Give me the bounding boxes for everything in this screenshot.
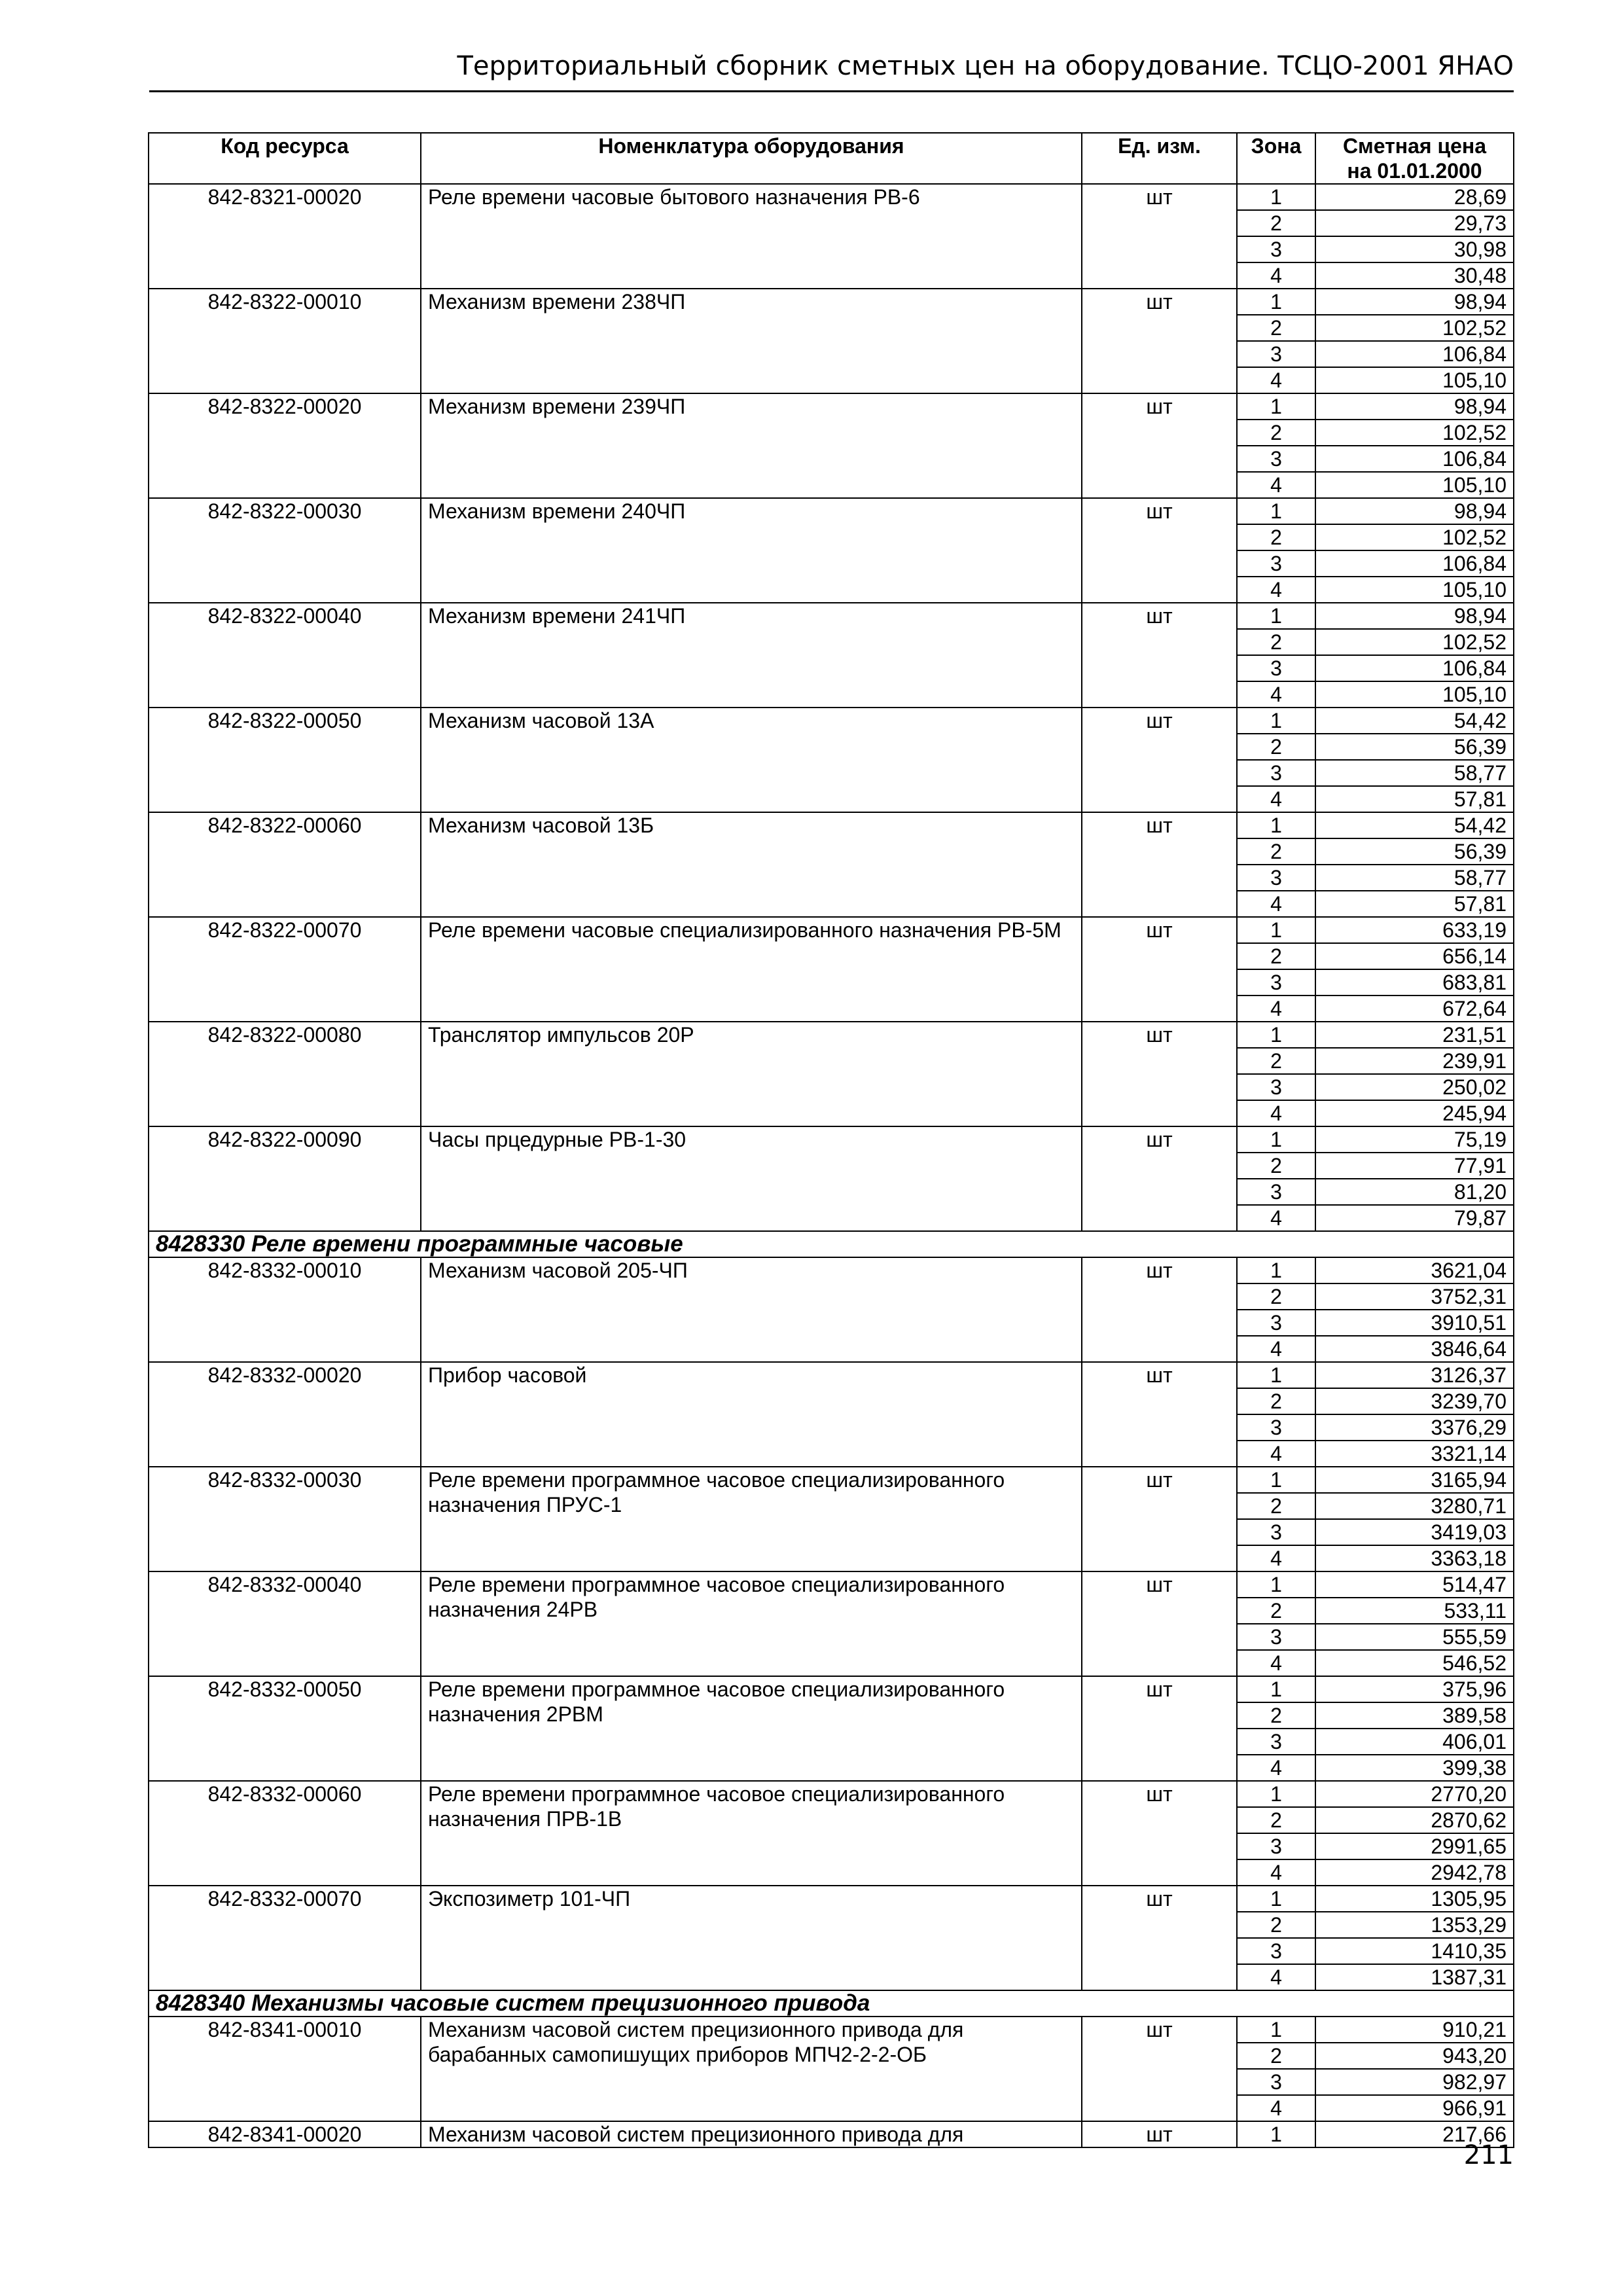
zone-cell: 4 bbox=[1237, 681, 1315, 708]
equipment-name: Реле времени программное часовое специализированного назначения 24РВ bbox=[421, 1571, 1082, 1676]
price-cell: 105,10 bbox=[1315, 472, 1514, 498]
zone-cell: 2 bbox=[1237, 1153, 1315, 1179]
zone-cell: 4 bbox=[1237, 262, 1315, 289]
price-cell: 2942,78 bbox=[1315, 1859, 1514, 1886]
zone-cell: 4 bbox=[1237, 1545, 1315, 1571]
price-cell: 2770,20 bbox=[1315, 1781, 1514, 1807]
zone-cell: 1 bbox=[1237, 1022, 1315, 1048]
zone-cell: 1 bbox=[1237, 1571, 1315, 1598]
price-cell: 3165,94 bbox=[1315, 1467, 1514, 1493]
zone-cell: 4 bbox=[1237, 1205, 1315, 1231]
zone-cell: 3 bbox=[1237, 1833, 1315, 1859]
price-cell: 3363,18 bbox=[1315, 1545, 1514, 1571]
unit-of-measure: шт bbox=[1082, 1571, 1237, 1676]
equipment-name: Механизм времени 240ЧП bbox=[421, 498, 1082, 603]
zone-cell: 2 bbox=[1237, 1493, 1315, 1519]
price-cell: 514,47 bbox=[1315, 1571, 1514, 1598]
zone-cell: 4 bbox=[1237, 996, 1315, 1022]
price-cell: 98,94 bbox=[1315, 603, 1514, 629]
zone-cell: 4 bbox=[1237, 891, 1315, 917]
price-cell: 3239,70 bbox=[1315, 1388, 1514, 1414]
price-cell: 106,84 bbox=[1315, 341, 1514, 367]
section-row bbox=[149, 1231, 1514, 1257]
zone-cell: 1 bbox=[1237, 1362, 1315, 1388]
equipment-name: Реле времени часовые специализированного назначения РВ-5М bbox=[421, 917, 1082, 1022]
resource-code: 842-8322-00090 bbox=[149, 1126, 421, 1231]
price-cell: 3910,51 bbox=[1315, 1310, 1514, 1336]
zone-cell: 2 bbox=[1237, 734, 1315, 760]
zone-cell: 3 bbox=[1237, 760, 1315, 786]
unit-of-measure: шт bbox=[1082, 393, 1237, 498]
price-cell: 943,20 bbox=[1315, 2043, 1514, 2069]
price-cell: 3321,14 bbox=[1315, 1441, 1514, 1467]
price-table bbox=[148, 132, 1514, 2148]
zone-cell: 1 bbox=[1237, 289, 1315, 315]
price-cell: 102,52 bbox=[1315, 524, 1514, 550]
price-cell: 98,94 bbox=[1315, 393, 1514, 420]
zone-cell: 1 bbox=[1237, 2121, 1315, 2147]
zone-cell: 4 bbox=[1237, 1964, 1315, 1990]
price-cell: 30,98 bbox=[1315, 236, 1514, 262]
price-cell: 3621,04 bbox=[1315, 1257, 1514, 1283]
price-cell: 217,66 bbox=[1315, 2121, 1514, 2147]
zone-cell: 4 bbox=[1237, 1441, 1315, 1467]
price-cell: 683,81 bbox=[1315, 969, 1514, 996]
price-cell: 1410,35 bbox=[1315, 1938, 1514, 1964]
price-cell: 57,81 bbox=[1315, 786, 1514, 812]
zone-cell: 2 bbox=[1237, 1912, 1315, 1938]
unit-of-measure: шт bbox=[1082, 708, 1237, 812]
equipment-name: Часы прцедурные РВ-1-30 bbox=[421, 1126, 1082, 1231]
price-cell: 239,91 bbox=[1315, 1048, 1514, 1074]
zone-cell: 3 bbox=[1237, 1938, 1315, 1964]
resource-code: 842-8322-00070 bbox=[149, 917, 421, 1022]
unit-of-measure: шт bbox=[1082, 1467, 1237, 1571]
header-divider bbox=[149, 90, 1514, 92]
table-row bbox=[149, 708, 1514, 734]
resource-code: 842-8321-00020 bbox=[149, 184, 421, 289]
price-cell: 406,01 bbox=[1315, 1729, 1514, 1755]
zone-cell: 3 bbox=[1237, 969, 1315, 996]
equipment-name: Реле времени часовые бытового назначения РВ-6 bbox=[421, 184, 1082, 289]
zone-cell: 1 bbox=[1237, 1676, 1315, 1702]
price-cell: 58,77 bbox=[1315, 760, 1514, 786]
price-cell: 231,51 bbox=[1315, 1022, 1514, 1048]
equipment-name: Реле времени программное часовое специализированного назначения 2РВМ bbox=[421, 1676, 1082, 1781]
unit-of-measure: шт bbox=[1082, 1022, 1237, 1126]
price-cell: 102,52 bbox=[1315, 420, 1514, 446]
price-cell: 245,94 bbox=[1315, 1100, 1514, 1126]
price-cell: 3280,71 bbox=[1315, 1493, 1514, 1519]
price-cell: 98,94 bbox=[1315, 498, 1514, 524]
table-row bbox=[149, 1781, 1514, 1807]
zone-cell: 4 bbox=[1237, 472, 1315, 498]
zone-cell: 1 bbox=[1237, 917, 1315, 943]
equipment-name: Механизм часовой систем прецизионного привода для барабанных самопишущих приборов МПЧ2-2-2-ОБ bbox=[421, 2017, 1082, 2121]
unit-of-measure: шт bbox=[1082, 184, 1237, 289]
page-header-title: Территориальный сборник сметных цен на оборудование. ТСЦО-2001 ЯНАО bbox=[457, 51, 1514, 81]
price-cell: 1305,95 bbox=[1315, 1886, 1514, 1912]
equipment-name: Механизм часовой систем прецизионного привода для bbox=[421, 2121, 1082, 2147]
resource-code: 842-8341-00020 bbox=[149, 2121, 421, 2147]
zone-cell: 2 bbox=[1237, 1702, 1315, 1729]
price-cell: 533,11 bbox=[1315, 1598, 1514, 1624]
price-cell: 30,48 bbox=[1315, 262, 1514, 289]
table-row bbox=[149, 2017, 1514, 2043]
zone-cell: 3 bbox=[1237, 1414, 1315, 1441]
resource-code: 842-8322-00040 bbox=[149, 603, 421, 708]
price-cell: 106,84 bbox=[1315, 550, 1514, 577]
table-row bbox=[149, 1571, 1514, 1598]
page-number: 211 bbox=[1463, 2140, 1514, 2170]
zone-cell: 2 bbox=[1237, 420, 1315, 446]
price-cell: 102,52 bbox=[1315, 629, 1514, 655]
price-cell: 105,10 bbox=[1315, 367, 1514, 393]
table-row bbox=[149, 1257, 1514, 1283]
price-cell: 106,84 bbox=[1315, 655, 1514, 681]
equipment-name: Транслятор импульсов 20Р bbox=[421, 1022, 1082, 1126]
price-cell: 29,73 bbox=[1315, 210, 1514, 236]
price-cell: 633,19 bbox=[1315, 917, 1514, 943]
resource-code: 842-8332-00010 bbox=[149, 1257, 421, 1362]
unit-of-measure: шт bbox=[1082, 2121, 1237, 2147]
price-cell: 3419,03 bbox=[1315, 1519, 1514, 1545]
resource-code: 842-8332-00050 bbox=[149, 1676, 421, 1781]
zone-cell: 3 bbox=[1237, 1624, 1315, 1650]
zone-cell: 3 bbox=[1237, 446, 1315, 472]
zone-cell: 3 bbox=[1237, 1729, 1315, 1755]
resource-code: 842-8322-00020 bbox=[149, 393, 421, 498]
unit-of-measure: шт bbox=[1082, 917, 1237, 1022]
price-cell: 79,87 bbox=[1315, 1205, 1514, 1231]
price-cell: 399,38 bbox=[1315, 1755, 1514, 1781]
resource-code: 842-8332-00030 bbox=[149, 1467, 421, 1571]
zone-cell: 1 bbox=[1237, 1257, 1315, 1283]
unit-of-measure: шт bbox=[1082, 812, 1237, 917]
equipment-name: Экспозиметр 101-ЧП bbox=[421, 1886, 1082, 1990]
section-title: 8428330 Реле времени программные часовые bbox=[149, 1231, 1514, 1257]
price-cell: 389,58 bbox=[1315, 1702, 1514, 1729]
price-cell: 2870,62 bbox=[1315, 1807, 1514, 1833]
equipment-name: Механизм времени 241ЧП bbox=[421, 603, 1082, 708]
zone-cell: 2 bbox=[1237, 943, 1315, 969]
column-header-unit: Ед. изм. bbox=[1082, 133, 1237, 184]
zone-cell: 1 bbox=[1237, 498, 1315, 524]
price-cell: 910,21 bbox=[1315, 2017, 1514, 2043]
equipment-name: Механизм часовой 13А bbox=[421, 708, 1082, 812]
price-cell: 102,52 bbox=[1315, 315, 1514, 341]
price-cell: 105,10 bbox=[1315, 681, 1514, 708]
table-row bbox=[149, 1886, 1514, 1912]
zone-cell: 2 bbox=[1237, 1048, 1315, 1074]
zone-cell: 4 bbox=[1237, 1859, 1315, 1886]
zone-cell: 3 bbox=[1237, 236, 1315, 262]
zone-cell: 4 bbox=[1237, 367, 1315, 393]
table-row bbox=[149, 498, 1514, 524]
unit-of-measure: шт bbox=[1082, 1676, 1237, 1781]
zone-cell: 4 bbox=[1237, 786, 1315, 812]
zone-cell: 1 bbox=[1237, 393, 1315, 420]
table-row bbox=[149, 1362, 1514, 1388]
table-row bbox=[149, 812, 1514, 838]
resource-code: 842-8322-00060 bbox=[149, 812, 421, 917]
zone-cell: 1 bbox=[1237, 1467, 1315, 1493]
unit-of-measure: шт bbox=[1082, 498, 1237, 603]
price-cell: 1387,31 bbox=[1315, 1964, 1514, 1990]
equipment-name: Реле времени программное часовое специализированного назначения ПРВ-1В bbox=[421, 1781, 1082, 1886]
price-cell: 54,42 bbox=[1315, 708, 1514, 734]
unit-of-measure: шт bbox=[1082, 1886, 1237, 1990]
table-row bbox=[149, 2121, 1514, 2147]
zone-cell: 3 bbox=[1237, 1074, 1315, 1100]
unit-of-measure: шт bbox=[1082, 603, 1237, 708]
resource-code: 842-8322-00010 bbox=[149, 289, 421, 393]
price-cell: 105,10 bbox=[1315, 577, 1514, 603]
price-cell: 555,59 bbox=[1315, 1624, 1514, 1650]
price-cell: 1353,29 bbox=[1315, 1912, 1514, 1938]
zone-cell: 1 bbox=[1237, 2017, 1315, 2043]
price-cell: 982,97 bbox=[1315, 2069, 1514, 2095]
zone-cell: 1 bbox=[1237, 184, 1315, 210]
resource-code: 842-8332-00060 bbox=[149, 1781, 421, 1886]
price-cell: 75,19 bbox=[1315, 1126, 1514, 1153]
price-cell: 3376,29 bbox=[1315, 1414, 1514, 1441]
zone-cell: 4 bbox=[1237, 1755, 1315, 1781]
resource-code: 842-8322-00050 bbox=[149, 708, 421, 812]
equipment-name: Реле времени программное часовое специализированного назначения ПРУС-1 bbox=[421, 1467, 1082, 1571]
zone-cell: 4 bbox=[1237, 1100, 1315, 1126]
table-row bbox=[149, 1676, 1514, 1702]
price-cell: 98,94 bbox=[1315, 289, 1514, 315]
unit-of-measure: шт bbox=[1082, 289, 1237, 393]
table-row bbox=[149, 1022, 1514, 1048]
zone-cell: 2 bbox=[1237, 315, 1315, 341]
price-cell: 546,52 bbox=[1315, 1650, 1514, 1676]
price-cell: 56,39 bbox=[1315, 734, 1514, 760]
zone-cell: 2 bbox=[1237, 1598, 1315, 1624]
price-cell: 58,77 bbox=[1315, 865, 1514, 891]
price-cell: 54,42 bbox=[1315, 812, 1514, 838]
zone-cell: 3 bbox=[1237, 1519, 1315, 1545]
table-row bbox=[149, 603, 1514, 629]
zone-cell: 1 bbox=[1237, 603, 1315, 629]
zone-cell: 3 bbox=[1237, 1179, 1315, 1205]
price-cell: 3752,31 bbox=[1315, 1283, 1514, 1310]
zone-cell: 1 bbox=[1237, 1781, 1315, 1807]
zone-cell: 2 bbox=[1237, 524, 1315, 550]
zone-cell: 2 bbox=[1237, 838, 1315, 865]
price-cell: 250,02 bbox=[1315, 1074, 1514, 1100]
zone-cell: 3 bbox=[1237, 341, 1315, 367]
resource-code: 842-8332-00070 bbox=[149, 1886, 421, 1990]
zone-cell: 2 bbox=[1237, 2043, 1315, 2069]
zone-cell: 2 bbox=[1237, 210, 1315, 236]
price-cell: 77,91 bbox=[1315, 1153, 1514, 1179]
zone-cell: 4 bbox=[1237, 1650, 1315, 1676]
price-cell: 375,96 bbox=[1315, 1676, 1514, 1702]
zone-cell: 1 bbox=[1237, 1126, 1315, 1153]
zone-cell: 4 bbox=[1237, 1336, 1315, 1362]
section-row bbox=[149, 1990, 1514, 2017]
resource-code: 842-8332-00020 bbox=[149, 1362, 421, 1467]
price-cell: 57,81 bbox=[1315, 891, 1514, 917]
equipment-name: Прибор часовой bbox=[421, 1362, 1082, 1467]
table-row bbox=[149, 184, 1514, 210]
unit-of-measure: шт bbox=[1082, 2017, 1237, 2121]
equipment-name: Механизм часовой 13Б bbox=[421, 812, 1082, 917]
table-row bbox=[149, 1467, 1514, 1493]
table-row bbox=[149, 393, 1514, 420]
price-cell: 2991,65 bbox=[1315, 1833, 1514, 1859]
price-cell: 81,20 bbox=[1315, 1179, 1514, 1205]
table-row bbox=[149, 1126, 1514, 1153]
zone-cell: 1 bbox=[1237, 1886, 1315, 1912]
zone-cell: 2 bbox=[1237, 1388, 1315, 1414]
price-cell: 106,84 bbox=[1315, 446, 1514, 472]
zone-cell: 2 bbox=[1237, 1807, 1315, 1833]
zone-cell: 2 bbox=[1237, 629, 1315, 655]
price-cell: 28,69 bbox=[1315, 184, 1514, 210]
unit-of-measure: шт bbox=[1082, 1126, 1237, 1231]
price-cell: 56,39 bbox=[1315, 838, 1514, 865]
price-cell: 656,14 bbox=[1315, 943, 1514, 969]
zone-cell: 2 bbox=[1237, 1283, 1315, 1310]
zone-cell: 3 bbox=[1237, 865, 1315, 891]
price-cell: 3126,37 bbox=[1315, 1362, 1514, 1388]
unit-of-measure: шт bbox=[1082, 1257, 1237, 1362]
resource-code: 842-8341-00010 bbox=[149, 2017, 421, 2121]
table-row bbox=[149, 917, 1514, 943]
column-header-price: Сметная цена на 01.01.2000 bbox=[1315, 133, 1514, 184]
zone-cell: 4 bbox=[1237, 577, 1315, 603]
zone-cell: 3 bbox=[1237, 2069, 1315, 2095]
price-cell: 3846,64 bbox=[1315, 1336, 1514, 1362]
resource-code: 842-8322-00080 bbox=[149, 1022, 421, 1126]
resource-code: 842-8332-00040 bbox=[149, 1571, 421, 1676]
zone-cell: 3 bbox=[1237, 550, 1315, 577]
zone-cell: 1 bbox=[1237, 812, 1315, 838]
zone-cell: 3 bbox=[1237, 655, 1315, 681]
equipment-name: Механизм времени 239ЧП bbox=[421, 393, 1082, 498]
price-cell: 672,64 bbox=[1315, 996, 1514, 1022]
column-header-zone: Зона bbox=[1237, 133, 1315, 184]
section-title: 8428340 Механизмы часовые систем прецизионного привода bbox=[149, 1990, 1514, 2017]
column-header-code: Код ресурса bbox=[149, 133, 421, 184]
zone-cell: 4 bbox=[1237, 2095, 1315, 2121]
unit-of-measure: шт bbox=[1082, 1362, 1237, 1467]
resource-code: 842-8322-00030 bbox=[149, 498, 421, 603]
unit-of-measure: шт bbox=[1082, 1781, 1237, 1886]
zone-cell: 1 bbox=[1237, 708, 1315, 734]
column-header-name: Номенклатура оборудования bbox=[421, 133, 1082, 184]
equipment-name: Механизм часовой 205-ЧП bbox=[421, 1257, 1082, 1362]
table-row bbox=[149, 289, 1514, 315]
price-cell: 966,91 bbox=[1315, 2095, 1514, 2121]
zone-cell: 3 bbox=[1237, 1310, 1315, 1336]
equipment-name: Механизм времени 238ЧП bbox=[421, 289, 1082, 393]
